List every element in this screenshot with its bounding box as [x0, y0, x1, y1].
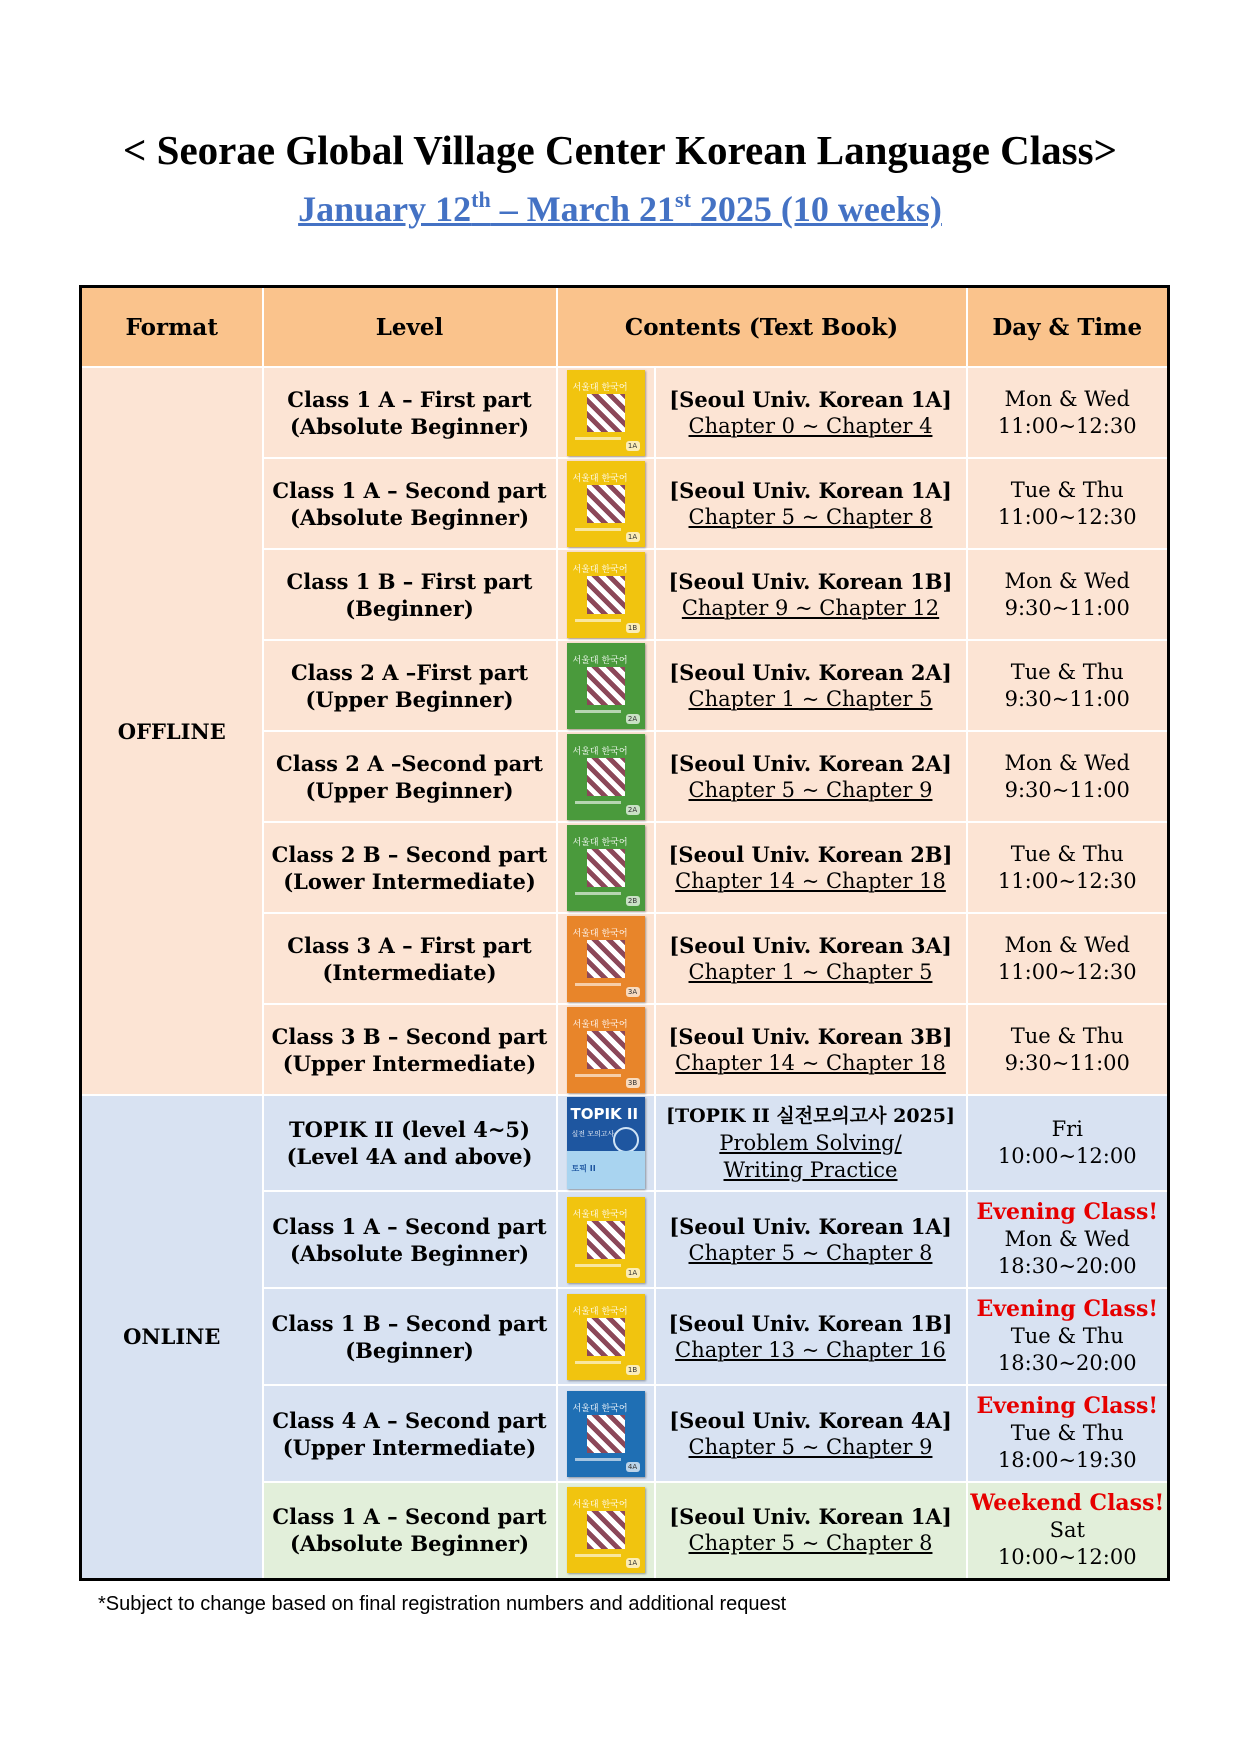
chapter-range: Chapter 9 ~ Chapter 12 [681, 595, 940, 620]
class-time: 10:00~12:00 [997, 1144, 1137, 1168]
chapter-range: Chapter 1 ~ Chapter 5 [688, 686, 933, 711]
textbook-cover-cell [557, 549, 655, 640]
level-cell [263, 458, 557, 549]
level-description: (Upper Intermediate) [282, 1434, 537, 1460]
book-cover-pattern [587, 758, 625, 796]
topik-cover-band-text: 토픽 II [571, 1164, 596, 1173]
book-cover-title: 서울대 한국어 [572, 1019, 628, 1030]
level-description: (Absolute Beginner) [289, 413, 530, 439]
class-time: 11:00~12:30 [997, 868, 1137, 893]
textbook-title: [Seoul Univ. Korean 4A] [669, 1407, 952, 1433]
textbook-cover-cell [557, 1288, 655, 1385]
table-body [81, 367, 1169, 1579]
level-name: Class 1 A – Second part [272, 477, 547, 503]
textbook-cover-cell [557, 367, 655, 458]
class-type-label: Evening Class! [976, 1393, 1158, 1419]
day-time-cell [967, 822, 1169, 913]
textbook-title: [Seoul Univ. Korean 2A] [669, 659, 952, 685]
date-mid: – March 21 [490, 189, 676, 229]
level-cell [263, 913, 557, 1004]
level-name: Class 1 A – Second part [272, 1504, 547, 1530]
contents-cell [655, 1191, 967, 1288]
textbook-title: [TOPIK II 실전모의고사 2025] [666, 1104, 955, 1127]
class-type-label: Evening Class! [976, 1296, 1158, 1322]
chapter-range: Chapter 14 ~ Chapter 18 [675, 868, 946, 893]
class-time: 11:00~12:30 [997, 504, 1137, 529]
book-cover-line [575, 437, 621, 440]
book-cover-line [575, 1074, 621, 1077]
level-cell [263, 731, 557, 822]
level-cell [263, 1482, 557, 1579]
textbook-cover-cell [557, 913, 655, 1004]
level-name: Class 2 A –Second part [276, 750, 543, 776]
book-cover-title: 서울대 한국어 [572, 837, 628, 848]
class-type-label: Evening Class! [976, 1199, 1158, 1225]
level-description: (Absolute Beginner) [289, 504, 530, 530]
contents-cell [655, 822, 967, 913]
class-days: Tue & Thu [1010, 477, 1124, 502]
level-description: (Upper Beginner) [305, 777, 514, 803]
contents-cell [655, 549, 967, 640]
book-cover-image [567, 461, 645, 547]
level-cell [263, 640, 557, 731]
book-cover-title: 서울대 한국어 [572, 928, 628, 939]
book-cover-pattern [587, 576, 625, 614]
book-cover-title: 서울대 한국어 [572, 1500, 628, 1511]
book-cover-pattern [587, 940, 625, 978]
book-cover-line [575, 710, 621, 713]
chapter-range: Chapter 5 ~ Chapter 9 [688, 1434, 933, 1459]
textbook-cover-cell [557, 1004, 655, 1095]
class-time: 9:30~11:00 [1004, 777, 1130, 802]
date-range [0, 188, 1240, 230]
book-cover-line [575, 1264, 621, 1267]
level-cell [263, 1004, 557, 1095]
book-cover-level-tag: 4A [626, 1462, 640, 1472]
book-cover-line [575, 1458, 621, 1461]
class-days: Fri [1051, 1117, 1083, 1141]
contents-cell [655, 367, 967, 458]
table-header-row [81, 287, 1169, 368]
chapter-range: Chapter 1 ~ Chapter 5 [688, 959, 933, 984]
class-days: Tue & Thu [1010, 659, 1124, 684]
book-cover-title: 서울대 한국어 [572, 1403, 628, 1414]
day-time-cell [967, 1095, 1169, 1191]
day-time-cell [967, 1191, 1169, 1288]
book-cover-level-tag: 1A [626, 1558, 640, 1568]
textbook-cover-cell [557, 1191, 655, 1288]
contents-cell [655, 1004, 967, 1095]
level-name: Class 2 B – Second part [271, 841, 548, 867]
class-days: Mon & Wed [1004, 750, 1130, 775]
level-cell [263, 1385, 557, 1482]
textbook-title: [Seoul Univ. Korean 3B] [668, 1023, 953, 1049]
book-cover-level-tag: 2A [626, 805, 640, 815]
textbook-title: [Seoul Univ. Korean 3A] [669, 932, 952, 958]
book-cover-title: 서울대 한국어 [572, 382, 628, 393]
footnote: *Subject to change based on final registration numbers and additional request [98, 1593, 787, 1615]
day-time-cell [967, 367, 1169, 458]
table-row [81, 367, 1169, 458]
class-days: Tue & Thu [1010, 1023, 1124, 1048]
day-time-cell [967, 1482, 1169, 1579]
book-cover-image [567, 1487, 645, 1573]
col-header-level: Level [263, 287, 557, 368]
book-cover-title: 서울대 한국어 [572, 564, 628, 575]
col-header-day-time: Day & Time [967, 287, 1169, 368]
class-days: Sat [1049, 1517, 1085, 1542]
book-cover-image [567, 1197, 645, 1283]
level-name: Class 1 B – First part [286, 568, 533, 594]
book-cover-line [575, 892, 621, 895]
book-cover-title: 서울대 한국어 [572, 655, 628, 666]
book-cover-pattern [587, 1221, 625, 1259]
class-time: 9:30~11:00 [1004, 686, 1130, 711]
book-cover-line [575, 1554, 621, 1557]
class-days: Mon & Wed [1004, 932, 1130, 957]
textbook-title: [Seoul Univ. Korean 1A] [669, 1504, 952, 1530]
class-time: 11:00~12:30 [997, 413, 1137, 438]
day-time-cell [967, 1385, 1169, 1482]
book-cover-title: 서울대 한국어 [572, 746, 628, 757]
book-cover-image [567, 916, 645, 1002]
chapter-range: Chapter 5 ~ Chapter 8 [688, 504, 933, 529]
chapter-range-line2: Writing Practice [723, 1157, 898, 1182]
book-cover-line [575, 1361, 621, 1364]
day-time-cell [967, 913, 1169, 1004]
textbook-cover-cell [557, 458, 655, 549]
date-end: 2025 (10 weeks) [690, 189, 942, 229]
book-cover-level-tag: 1B [626, 623, 640, 633]
topik-cover-subtitle: 실전 모의고사 [571, 1130, 615, 1138]
level-name: Class 1 A – Second part [272, 1213, 547, 1239]
col-header-contents: Contents (Text Book) [557, 287, 967, 368]
day-time-cell [967, 1004, 1169, 1095]
book-cover-title: 서울대 한국어 [572, 1306, 628, 1317]
book-cover-image [567, 1391, 645, 1477]
level-cell [263, 367, 557, 458]
book-cover-line [575, 528, 621, 531]
level-cell [263, 1095, 557, 1191]
day-time-cell [967, 1288, 1169, 1385]
chapter-range: Chapter 0 ~ Chapter 4 [688, 413, 933, 438]
level-description: (Upper Intermediate) [282, 1050, 537, 1076]
book-cover-image [567, 825, 645, 911]
contents-cell [655, 640, 967, 731]
textbook-cover-cell [557, 731, 655, 822]
book-cover-title: 서울대 한국어 [572, 473, 628, 484]
format-offline: OFFLINE [81, 367, 263, 1095]
format-online: ONLINE [81, 1095, 263, 1579]
col-header-format: Format [81, 287, 263, 368]
contents-cell [655, 913, 967, 1004]
textbook-title: [Seoul Univ. Korean 2A] [669, 750, 952, 776]
topik-cover-title: TOPIK II [570, 1105, 639, 1123]
level-description: (Lower Intermediate) [283, 868, 536, 894]
class-days: Mon & Wed [1004, 568, 1130, 593]
book-cover-image [567, 734, 645, 820]
book-cover-line [575, 801, 621, 804]
chapter-range: Chapter 13 ~ Chapter 16 [675, 1337, 946, 1362]
day-time-cell [967, 731, 1169, 822]
book-cover-level-tag: 2B [626, 896, 640, 906]
textbook-title: [Seoul Univ. Korean 1A] [669, 477, 952, 503]
table-row [81, 1095, 1169, 1191]
date-start-suffix: th [471, 187, 491, 212]
textbook-title: [Seoul Univ. Korean 2B] [668, 841, 953, 867]
level-cell [263, 549, 557, 640]
chapter-range: Chapter 5 ~ Chapter 8 [688, 1240, 933, 1265]
class-time: 11:00~12:30 [997, 959, 1137, 984]
book-cover-image [567, 1294, 645, 1380]
level-description: (Absolute Beginner) [289, 1240, 530, 1266]
contents-cell [655, 1385, 967, 1482]
textbook-cover-cell [557, 640, 655, 731]
day-time-cell [967, 640, 1169, 731]
book-cover-line [575, 983, 621, 986]
chapter-range: Chapter 14 ~ Chapter 18 [675, 1050, 946, 1075]
textbook-title: [Seoul Univ. Korean 1B] [668, 1310, 953, 1336]
level-name: Class 3 B – Second part [271, 1023, 548, 1049]
level-name: Class 1 B – Second part [271, 1310, 548, 1336]
textbook-cover-cell [557, 1482, 655, 1579]
chapter-range: Chapter 5 ~ Chapter 9 [688, 777, 933, 802]
class-days: Tue & Thu [1010, 1421, 1124, 1445]
contents-cell [655, 1482, 967, 1579]
textbook-cover-cell [557, 1095, 655, 1191]
level-cell [263, 1288, 557, 1385]
contents-cell [655, 1288, 967, 1385]
textbook-title: [Seoul Univ. Korean 1B] [668, 568, 953, 594]
book-cover-pattern [587, 394, 625, 432]
class-days: Mon & Wed [1004, 386, 1130, 411]
level-description: (Upper Beginner) [305, 686, 514, 712]
level-description: (Beginner) [345, 1337, 474, 1363]
textbook-cover-cell [557, 822, 655, 913]
book-cover-image [567, 1007, 645, 1093]
contents-cell [655, 1095, 967, 1191]
contents-cell [655, 731, 967, 822]
class-schedule-table [79, 285, 1170, 1581]
date-start: January 12 [298, 189, 472, 229]
book-cover-pattern [587, 1415, 625, 1453]
book-cover-title: 서울대 한국어 [572, 1209, 628, 1220]
book-cover-pattern [587, 667, 625, 705]
book-cover-level-tag: 1A [626, 532, 640, 542]
book-cover-pattern [587, 485, 625, 523]
book-cover-level-tag: 1A [626, 441, 640, 451]
book-cover-image [567, 370, 645, 456]
day-time-cell [967, 458, 1169, 549]
level-description: (Beginner) [345, 595, 474, 621]
book-cover-pattern [587, 1031, 625, 1069]
textbook-title: [Seoul Univ. Korean 1A] [669, 386, 952, 412]
book-cover-level-tag: 3B [626, 1078, 640, 1088]
class-time: 9:30~11:00 [1004, 1050, 1130, 1075]
level-description: (Absolute Beginner) [289, 1531, 530, 1557]
level-name: Class 4 A – Second part [272, 1407, 547, 1433]
topik-book-cover-image [567, 1097, 645, 1189]
level-name: Class 3 A – First part [287, 932, 532, 958]
book-cover-pattern [587, 1318, 625, 1356]
class-time: 18:00~19:30 [997, 1448, 1137, 1472]
class-time: 10:00~12:00 [997, 1544, 1137, 1569]
page-title: < Seorae Global Village Center Korean Language Class> [123, 127, 1117, 173]
chapter-range: Chapter 5 ~ Chapter 8 [688, 1531, 933, 1556]
level-name: TOPIK II (level 4~5) [289, 1117, 530, 1142]
book-cover-image [567, 552, 645, 638]
chapter-range: Problem Solving/ [719, 1130, 902, 1155]
book-cover-pattern [587, 849, 625, 887]
level-name: Class 2 A –First part [290, 659, 529, 685]
book-cover-pattern [587, 1511, 625, 1549]
book-cover-line [575, 619, 621, 622]
class-days: Mon & Wed [1004, 1227, 1130, 1251]
level-name: Class 1 A – First part [287, 386, 532, 412]
class-days: Tue & Thu [1010, 841, 1124, 866]
class-type-label: Weekend Class! [970, 1489, 1165, 1516]
class-time: 18:30~20:00 [997, 1351, 1137, 1375]
globe-icon [613, 1127, 639, 1153]
day-time-cell [967, 549, 1169, 640]
level-cell [263, 1191, 557, 1288]
book-cover-level-tag: 3A [626, 987, 640, 997]
book-cover-level-tag: 1B [626, 1365, 640, 1375]
level-cell [263, 822, 557, 913]
textbook-cover-cell [557, 1385, 655, 1482]
date-end-suffix: st [675, 187, 691, 212]
textbook-title: [Seoul Univ. Korean 1A] [669, 1213, 952, 1239]
class-time: 18:30~20:00 [997, 1254, 1137, 1278]
book-cover-level-tag: 2A [626, 714, 640, 724]
level-description: (Level 4A and above) [286, 1144, 533, 1169]
level-description: (Intermediate) [322, 959, 497, 985]
contents-cell [655, 458, 967, 549]
book-cover-image [567, 643, 645, 729]
class-time: 9:30~11:00 [1004, 595, 1130, 620]
class-days: Tue & Thu [1010, 1324, 1124, 1348]
book-cover-level-tag: 1A [626, 1268, 640, 1278]
